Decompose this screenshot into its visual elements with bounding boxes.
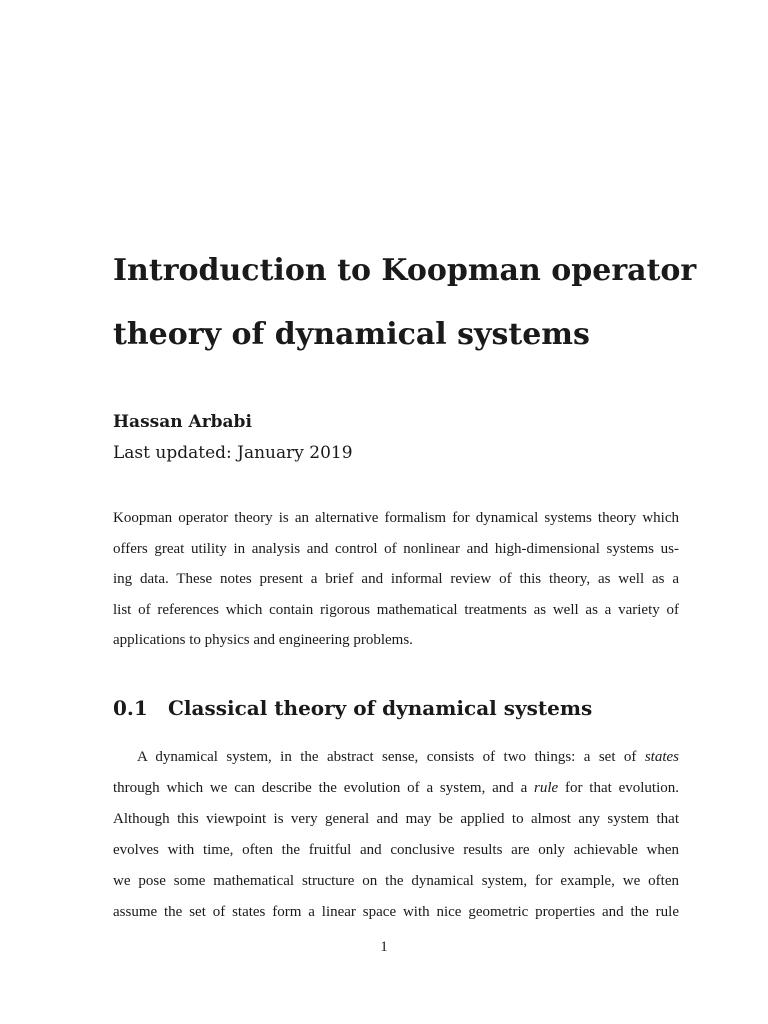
term-states: states: [644, 749, 679, 765]
body-line-1-text: A dynamical system, in the abstract sense, consists of two things: a set of: [137, 749, 645, 765]
section-number: 0.1: [113, 696, 148, 720]
abstract-line-5: applications to physics and engineering problems.: [113, 632, 413, 648]
term-rule: rule: [534, 780, 559, 796]
body-line-2-text-a: through which we can describe the evolution of a system, and a: [113, 780, 535, 796]
body-line-4: evolves with time, often the fruitful and conclusive results are only achievable when: [113, 842, 679, 858]
section-title: Classical theory of dynamical systems: [168, 696, 593, 720]
author-name: Hassan Arbabi: [113, 412, 252, 432]
abstract-line-2: offers great utility in analysis and control of nonlinear and high-dimensional systems us-: [113, 541, 679, 557]
body-line-1: [137, 748, 679, 766]
section-heading: [113, 696, 592, 720]
body-line-2-text-b: for that evolution.: [558, 780, 679, 796]
page-number: 1: [380, 939, 388, 955]
title-line-1: Introduction to Koopman operator: [113, 253, 697, 288]
abstract-line-4: list of references which contain rigorous mathematical treatments as well as a variety of: [113, 602, 679, 618]
title-line-2: theory of dynamical systems: [113, 317, 590, 352]
body-line-5: we pose some mathematical structure on the dynamical system, for example, we often: [113, 873, 679, 889]
body-line-3: Although this viewpoint is very general and may be applied to almost any system that: [113, 811, 679, 827]
body-line-6: assume the set of states form a linear space with nice geometric properties and the rule: [113, 904, 679, 920]
body-line-2: [113, 779, 679, 797]
abstract-line-1: Koopman operator theory is an alternative formalism for dynamical systems theory which: [113, 510, 679, 526]
last-updated: Last updated: January 2019: [113, 443, 353, 463]
abstract-line-3: ing data. These notes present a brief and informal review of this theory, as well as a: [113, 571, 679, 587]
